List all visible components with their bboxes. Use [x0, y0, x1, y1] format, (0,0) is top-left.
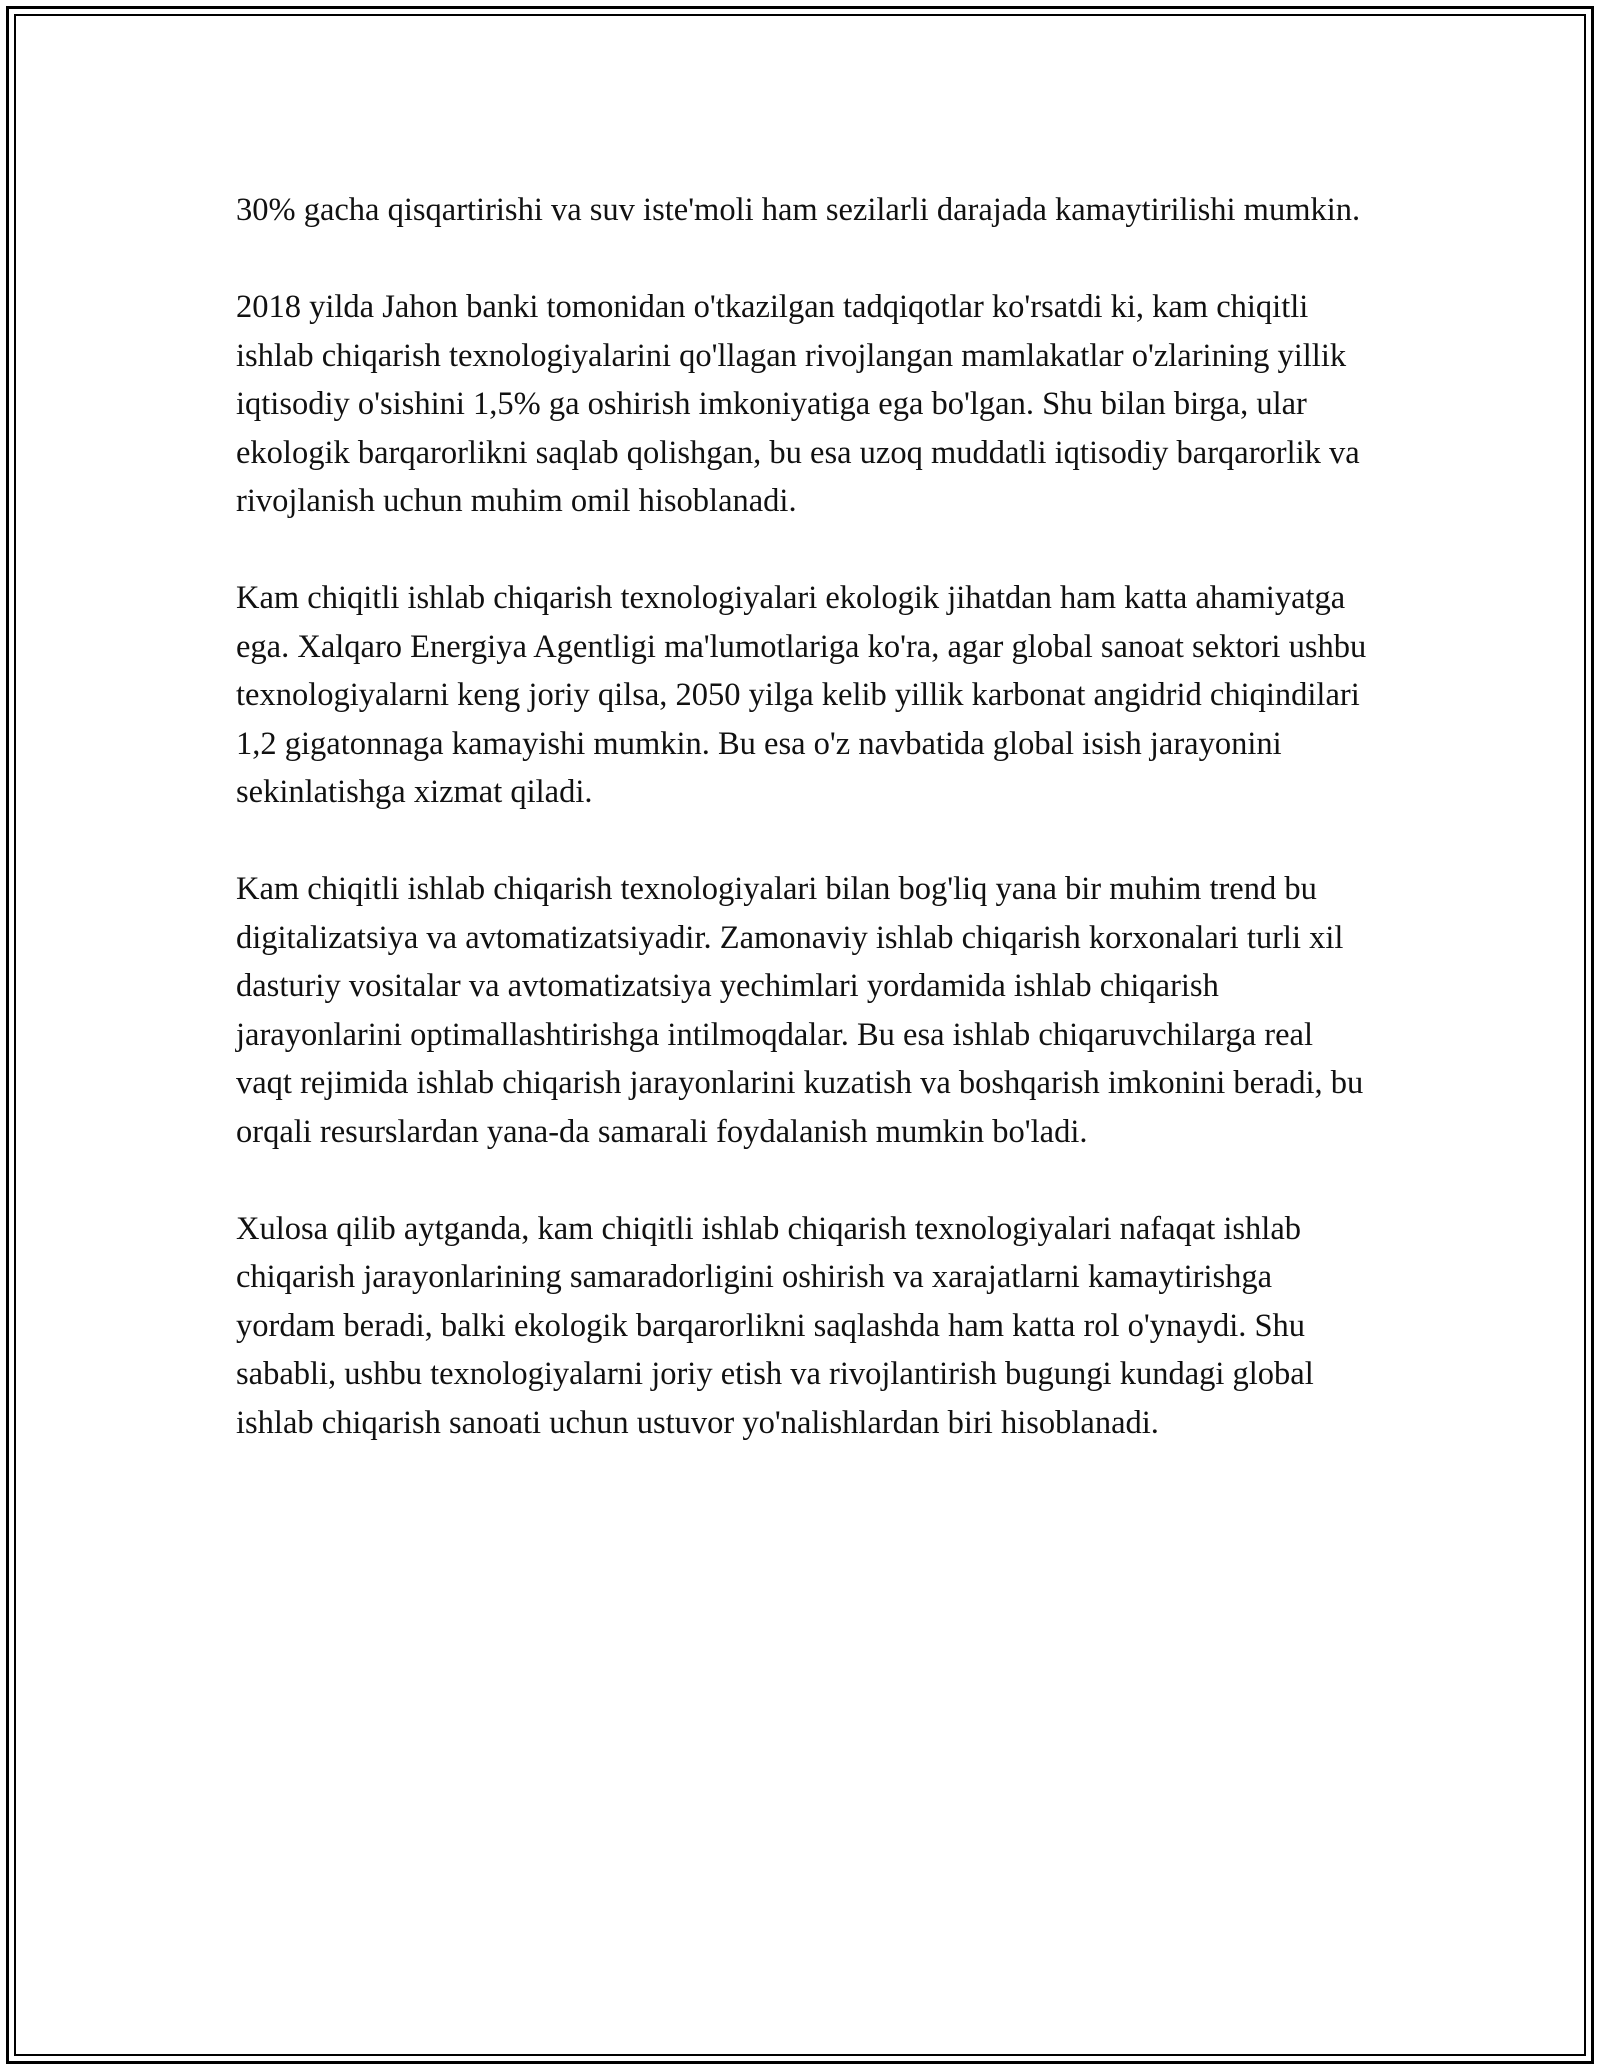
- paragraph-2: 2018 yilda Jahon banki tomonidan o'tkazilgan tadqiqotlar ko'rsatdi ki, kam chiqitli ishlab chiqarish texnologiyalarini qo'llagan rivojlangan mamlakatlar o'zlarining yillik iqtisodiy o'sishini 1,5% ga oshirish imkoniyatiga ega bo'lgan. Shu bilan birga, ular ekologik barqarorlikni saqlab qolishgan, bu esa uzoq muddatli iqtisodiy barqarorlik va rivojlanish uchun muhim omil hisoblanadi.: [236, 289, 1360, 519]
- paragraph-5: Xulosa qilib aytganda, kam chiqitli ishlab chiqarish texnologiyalari nafaqat ishlab chiqarish jarayonlarining samaradorligini oshirish va xarajatlarni kamaytirishga yordam beradi, balki ekologik barqarorlikni saqlashda ham katta rol o'ynaydi. Shu sababli, ushbu texnologiyalarni joriy etish va rivojlantirish bugungi kundagi global ishlab chiqarish sanoati uchun ustuvor yo'nalishlardan biri hisoblanadi.: [236, 1210, 1314, 1441]
- paragraph-1: 30% gacha qisqartirishi va suv iste'moli ham sezilarli darajada kamaytirilishi mumkin.: [236, 192, 1361, 228]
- document-body: [236, 186, 1376, 1447]
- paragraph-3: Kam chiqitli ishlab chiqarish texnologiyalari ekologik jihatdan ham katta ahamiyatga ega. Xalqaro Energiya Agentligi ma'lumotlariga ko'ra, agar global sanoat sektori ushbu texnologiyalarni keng joriy qilsa, 2050 yilga kelib yillik karbonat angidrid chiqindilari 1,2 gigatonnaga kamayishi mumkin. Bu esa o'z navbatida global isish jarayonini sekinlatishga xizmat qiladi.: [236, 580, 1367, 810]
- paragraph-4: Kam chiqitli ishlab chiqarish texnologiyalari bilan bog'liq yana bir muhim trend bu digitalizatsiya va avtomatizatsiyadir. Zamonaviy ishlab chiqarish korxonalari turli xil dasturiy vositalar va avtomatizatsiya yechimlari yordamida ishlab chiqarish jarayonlarini optimallashtirishga intilmoqdalar. Bu esa ishlab chiqaruvchilarga real vaqt rejimida ishlab chiqarish jarayonlarini kuzatish va boshqarish imkonini beradi, bu orqali resurslardan yana-da samarali foydalanish mumkin bo'ladi.: [236, 871, 1364, 1150]
